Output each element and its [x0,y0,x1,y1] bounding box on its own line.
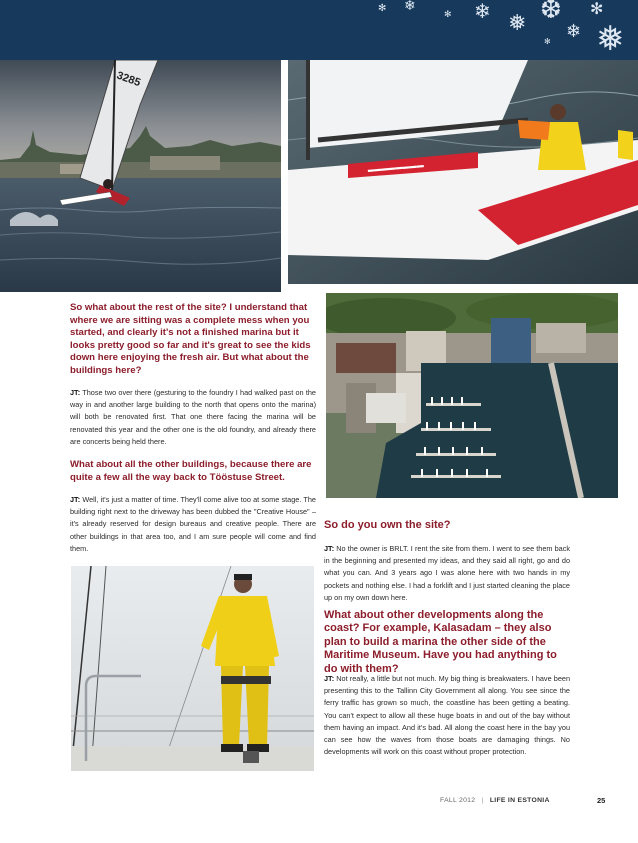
snowflake-icon: ❅ [508,10,527,35]
snowflake-icon: ✻ [378,3,387,14]
photo-sailing-city [0,60,281,292]
snowflake-icon: ❄ [404,0,416,13]
answer-1 [70,387,316,448]
answer-3 [324,543,570,604]
answer-2-text: Well, it's just a matter of time. They'll come alive too at some stage. The building right next to the driveway has been dubbed the "Creative House" – it's already reserved for design bureaus and creative people. There are other buildings in that area too, and I am sure people will come and find them. [70,495,316,553]
answer-4 [324,673,570,758]
speaker-label: JT: [324,674,335,683]
answer-4-text: Not really, a little but not much. My big thing is breakwaters. I have been presenting this to the Tallinn City Government all along. You see since the ferry traffic has grown so much, the coastline has been getting a beating. You can't expect to allow all these huge boats in and out of the bay without them having an impact. And it's bad. All along the coast here in the bay you can see how the waves from those boats are damaging things. No developments will work on this coast without proper protection. [324,674,571,757]
question-2: What about all the other buildings, because there are quite a few all the way back to Tööstuse Street. [70,459,312,483]
question-4: What about other developments along the coast? For example, Kalasadam – they also plan to build a marina the other side of the Maritime Museum. Have you had anything to do with them? [324,609,557,675]
sail-number: 3285 [114,69,143,90]
footer-separator: | [481,797,484,804]
question-3: So do you own the site? [324,519,451,531]
snowflake-icon: ✻ [444,9,452,19]
speaker-label: JT: [70,388,81,397]
question-1: So what about the rest of the site? I understand that where we are sitting was a complete mess when you started, and clearly it's not a finished marina but it looks pretty good so far and it's great to see the kids down here enjoying the fresh air. But what about the buildings here? [70,302,311,376]
photo-aerial-marina [326,293,618,498]
photo-sailor-yellow [71,566,314,771]
page-footer [440,797,615,804]
issue-label: FALL 2012 [440,797,476,804]
photo-racing-boat [288,60,638,284]
svg-text:▬▬▬▬▬▬▬▬: ▬▬▬▬▬▬▬▬ [367,162,424,174]
snowflake-icon: ❆ [540,0,562,24]
header-band [0,0,638,60]
answer-3-text: No the owner is BRLT. I rent the site from them. I went to see them back in the beginning and presented my ideas, and they said all right, go and do what you can. And 3 years ago I was alone here with two hands in my pockets and nothing else. I had a forklift and I just started cleaning the place up on my own down here. [324,544,571,602]
snowflake-icon: ✻ [590,1,604,18]
page-number: 25 [597,796,606,805]
speaker-label: JT: [70,495,81,504]
snowflake-icon: ❄ [566,21,582,41]
snowflake-icon: ❄ [474,1,491,23]
answer-1-text: Those two over there (gesturing to the foundry I had walked past on the way in and another large building to the north that opens onto the marina) will both be renovated first. That one there facing the marina will be renovated this year and the other one is the old foundry, and already there are concerts being held there. [70,388,316,446]
snowflake-icon: ✻ [544,37,551,46]
speaker-label: JT: [324,544,335,553]
publication-name: LIFE IN ESTONIA [489,797,550,804]
snowflake-icon: ❅ [596,20,625,58]
answer-2 [70,494,316,555]
